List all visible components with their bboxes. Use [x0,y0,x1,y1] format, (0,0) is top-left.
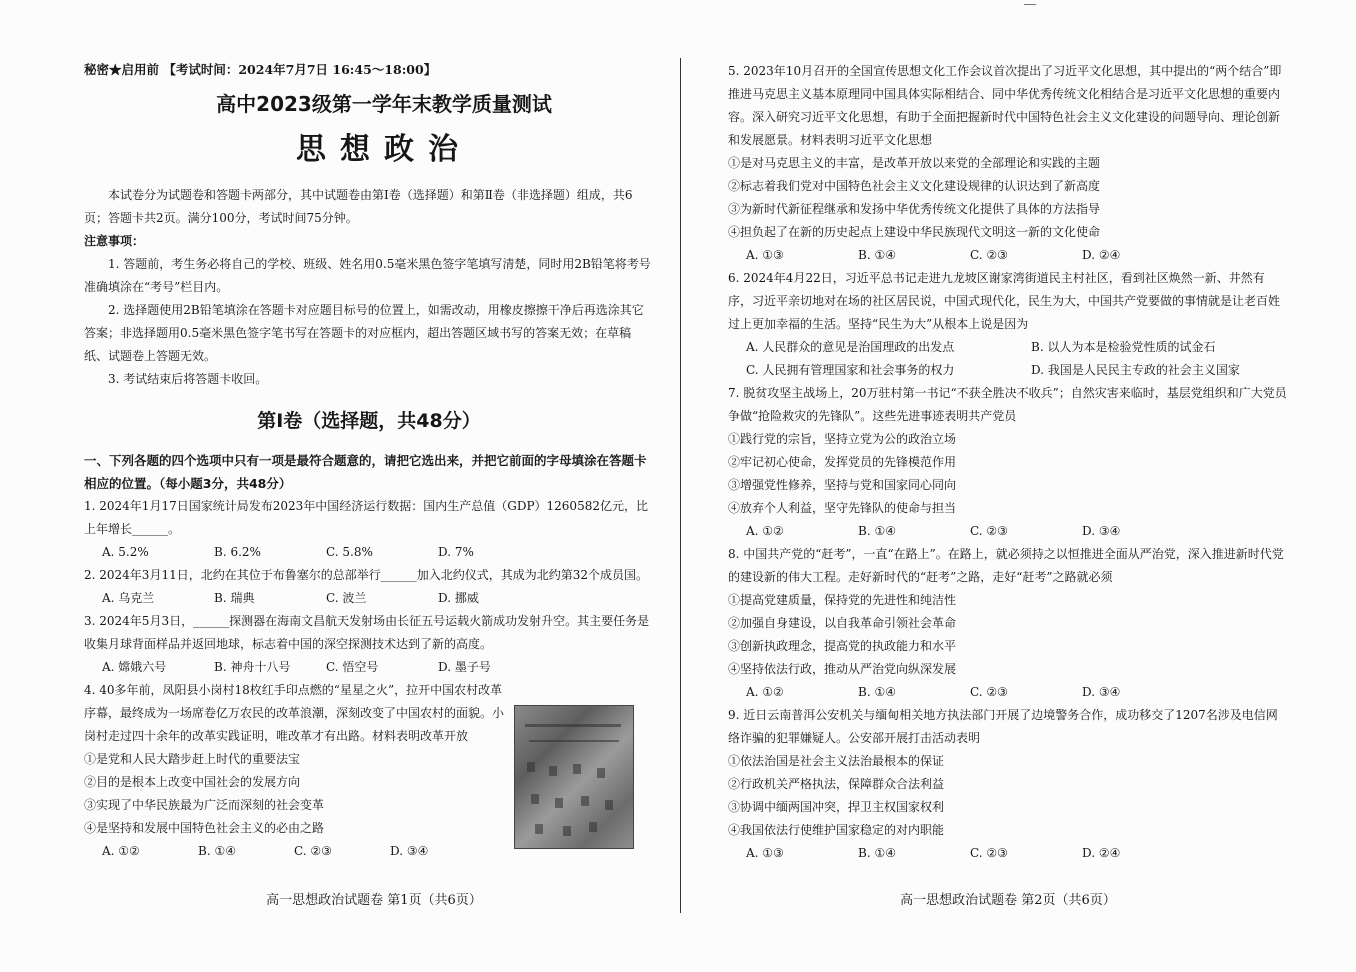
question-stem: 3. 2024年5月3日，______探测器在海南文昌航天发射场由长征五号运载火箭成功发射升空。其主要任务是收集月球背面样品并返回地球，标志着中国的深空探测技术达到了新的高度。 [84,614,650,651]
option-b: B. ①④ [858,685,896,699]
option-a: A. ①② [746,524,784,538]
option-b: B. 神舟十八号 [214,660,291,674]
section-title: 第Ⅰ卷（选择题，共48分） [257,410,481,432]
option-b: B. ①④ [858,524,896,538]
questions-right [728,60,1288,865]
confidential-header: 秘密★启用前 【考试时间：2024年7月7日 16:45～18:00】 [84,62,437,77]
question-3 [84,610,654,679]
question-2 [84,564,654,610]
option-a: A. 嫦娥六号 [102,660,167,674]
notes-title: 注意事项： [84,234,145,248]
question-stem: 2. 2024年3月11日，北约在其位于布鲁塞尔的总部举行______加入北约仪式，其成为北约第32个成员国。 [84,568,648,582]
question-4 [84,679,509,863]
item-1: ①是对马克思主义的丰富，是改革开放以来党的全部理论和实践的主题 [728,156,1101,170]
option-c: C. ②③ [970,685,1008,699]
option-d: D. 7% [438,545,474,559]
question-1 [84,495,654,564]
option-b: B. 以人为本是检验党性质的试金石 [1031,340,1216,354]
item-3: ③创新执政理念，提高党的执政能力和水平 [728,639,957,653]
item-1: ①依法治国是社会主义法治最根本的保证 [728,754,945,768]
question-stem: 8. 中国共产党的“赶考”，一直“在路上”。在路上，就必须持之以恒推进全面从严治党，深入推进新时代党的建设新的伟大工程。走好新时代的“赶考”之路，走好“赶考”之路就必须 [728,547,1284,584]
item-1: ①是党和人民大踏步赶上时代的重要法宝 [84,752,301,766]
item-4: ④放弃个人利益，坚守先锋队的使命与担当 [728,501,957,515]
option-a: A. 人民群众的意见是治国理政的出发点 [746,340,955,354]
option-c: C. 波兰 [326,591,367,605]
option-b: B. ①④ [198,844,236,858]
option-a: A. ①③ [746,248,784,262]
option-c: C. ②③ [970,524,1008,538]
option-d: D. ②④ [1082,248,1121,262]
option-c: C. ②③ [970,846,1008,860]
question-stem: 7. 脱贫攻坚主战场上，20万驻村第一书记“不获全胜决不收兵”；自然灾害来临时，基层党组织和广大党员争做“抢险救灾的先锋队”。这些先进事迹表明共产党员 [728,386,1287,423]
item-2: ②行政机关严格执法，保障群众合法利益 [728,777,945,791]
option-b: B. ①④ [858,248,896,262]
item-1: ①提高党建质量，保持党的先进性和纯洁性 [728,593,957,607]
item-4: ④我国依法行使维护国家稳定的对内职能 [728,823,945,837]
item-4: ④是坚持和发展中国特色社会主义的必由之路 [84,821,325,835]
question-9 [728,704,1288,865]
question-8 [728,543,1288,704]
subject-title: 思想政治 [296,132,472,167]
note-3: 3. 考试结束后将答题卡收回。 [108,372,268,386]
item-3: ③实现了中华民族最为广泛而深刻的社会变革 [84,798,325,812]
option-c: C. 悟空号 [326,660,379,674]
option-a: A. 乌克兰 [102,591,155,605]
option-c: C. 人民拥有管理国家和社会事务的权力 [746,363,955,377]
option-d: D. 挪威 [438,591,479,605]
question-stem: 5. 2023年10月召开的全国宣传思想文化工作会议首次提出了习近平文化思想，其中提出的“两个结合”即推进马克思主义基本原理同中国具体实际相结合、同中华优秀传统文化相结合是习近平文化思想的重要内容。深入研究习近平文化思想，有助于全面把握新时代中国特色社会主义文化建设的问题导向、理论创新和发展愿景。材料表明习近平文化思想 [728,64,1282,147]
item-3: ③为新时代新征程继承和发扬中华优秀传统文化提供了具体的方法指导 [728,202,1101,216]
question-6 [728,267,1288,382]
item-4: ④担负起了在新的历史起点上建设中华民族现代文明这一新的文化使命 [728,225,1101,239]
note-2: 2. 选择题使用2B铅笔填涂在答题卡对应题目标号的位置上，如需改动，用橡皮擦擦干净后再选涂其它答案；非选择题用0.5毫米黑色签字笔书写在答题卡的对应框内，超出答题区域书写的答案无效；在草稿纸、试题卷上答题无效。 [84,303,644,363]
item-3: ③协调中缅两国冲突，捍卫主权国家权利 [728,800,945,814]
item-2: ②加强自身建设，以自我革命引领社会革命 [728,616,957,630]
question-stem: 1. 2024年1月17日国家统计局发布2023年中国经济运行数据：国内生产总值（GDP）1260582亿元，比上年增长______。 [84,499,648,536]
question-5 [728,60,1288,267]
item-2: ②标志着我们党对中国特色社会主义文化建设规律的认识达到了新高度 [728,179,1101,193]
option-a: A. 5.2% [102,545,149,559]
option-a: A. ①② [102,844,140,858]
item-2: ②目的是根本上改变中国社会的发展方向 [84,775,301,789]
item-3: ③增强党性修养，坚持与党和国家同心同向 [728,478,957,492]
intro-text: 本试卷分为试题卷和答题卡两部分，其中试题卷由第Ⅰ卷（选择题）和第Ⅱ卷（非选择题）组成，共6页；答题卡共2页。满分100分，考试时间75分钟。 [84,188,633,225]
option-d: D. ③④ [1082,524,1121,538]
option-d: D. ③④ [390,844,429,858]
option-d: D. ③④ [1082,685,1121,699]
option-d: D. ②④ [1082,846,1121,860]
item-4: ④坚持依法行政，推动从严治党向纵深发展 [728,662,957,676]
page-divider [680,58,681,913]
option-b: B. ①④ [858,846,896,860]
option-d: D. 墨子号 [438,660,491,674]
page-footer: 高一思想政治试题卷 第2页（共6页） [900,893,1116,908]
option-a: A. ①③ [746,846,784,860]
exam-title: 高中2023级第一学年末教学质量测试 [216,92,552,116]
question-stem: 9. 近日云南普洱公安机关与缅甸相关地方执法部门开展了边境警务合作，成功移交了1207名涉及电信网络诈骗的犯罪嫌疑人。公安部开展打击活动表明 [728,708,1278,745]
note-1: 1. 答题前，考生务必将自己的学校、班级、姓名用0.5毫米黑色签字笔填写清楚，同时用2B铅笔将考号准确填涂在“考号”栏目内。 [84,257,651,294]
option-c: C. ②③ [970,248,1008,262]
item-1: ①践行党的宗旨，坚持立党为公的政治立场 [728,432,957,446]
scan-mark [1024,4,1036,5]
question-7 [728,382,1288,543]
instructions [84,184,654,391]
option-c: C. ②③ [294,844,332,858]
option-b: B. 瑞典 [214,591,255,605]
item-2: ②牢记初心使命，发挥党员的先锋模范作用 [728,455,957,469]
option-a: A. ①② [746,685,784,699]
part-heading: 一、下列各题的四个选项中只有一项是最符合题意的，请把它选出来，并把它前面的字母填涂在答题卡相应的位置。（每小题3分，共48分） [84,453,647,491]
question-stem: 6. 2024年4月22日，习近平总书记走进九龙坡区谢家湾街道民主村社区，看到社区焕然一新、井然有序，习近平亲切地对在场的社区居民说，中国式现代化，民生为大，中国共产党要做的事情就是让老百姓过上更加幸福的生活。坚持“民生为大”从根本上说是因为 [728,271,1281,331]
handprint-contract-photo [514,705,634,849]
page-footer: 高一思想政治试题卷 第1页（共6页） [266,893,482,908]
option-d: D. 我国是人民民主专政的社会主义国家 [1031,363,1240,377]
option-c: C. 5.8% [326,545,373,559]
question-stem: 4. 40多年前，凤阳县小岗村18枚红手印点燃的“星星之火”，拉开中国农村改革序幕，最终成为一场席卷亿万农民的改革浪潮，深刻改变了中国农村的面貌。小岗村走过四十余年的改革实践证明，唯改革才有出路。材料表明改革开放 [84,683,505,743]
option-b: B. 6.2% [214,545,261,559]
